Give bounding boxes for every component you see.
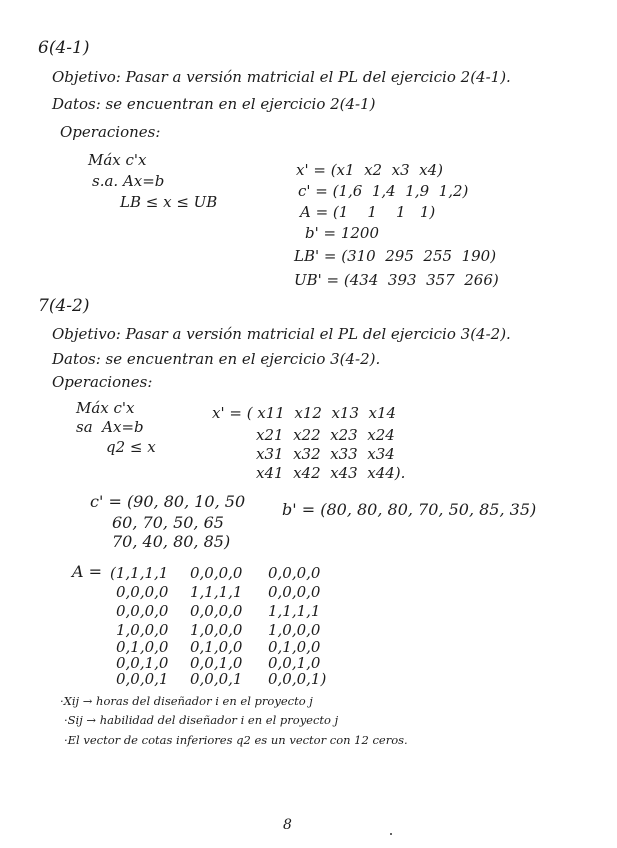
- a-row-5-col-2: 0,1,0,0: [190, 638, 243, 656]
- a-matrix: A = (1 1 1 1): [300, 203, 436, 221]
- a-row-5-col-3: 0,1,0,0: [268, 638, 321, 656]
- stray-mark: [390, 833, 392, 835]
- a-row-3-col-3: 1,1,1,1: [268, 602, 321, 620]
- a-row-3-col-2: 0,0,0,0: [190, 602, 243, 620]
- exercise-heading-7: 7(4-2): [38, 296, 90, 316]
- model-bounds: q2 ≤ x: [106, 438, 156, 456]
- c-vector-row-3: 70, 40, 80, 85): [112, 532, 231, 551]
- note-sij: ·Sij → habilidad del diseñador i en el proyecto j: [64, 713, 339, 727]
- a-row-2-col-2: 1,1,1,1: [190, 583, 243, 601]
- a-row-2-col-3: 0,0,0,0: [268, 583, 321, 601]
- model-constraint: s.a. Ax=b: [92, 172, 165, 190]
- a-row-7-col-2: 0,0,0,1: [190, 670, 243, 688]
- a-row-4-col-3: 1,0,0,0: [268, 621, 321, 639]
- c-vector: c' = (1,6 1,4 1,9 1,2): [298, 182, 469, 200]
- a-row-2-col-1: 0,0,0,0: [116, 583, 169, 601]
- model-objective: Máx c'x: [88, 151, 147, 169]
- operations-label: Operaciones:: [60, 123, 161, 141]
- a-row-4-col-1: 1,0,0,0: [116, 621, 169, 639]
- a-row-7-col-3: 0,0,0,1): [268, 670, 327, 688]
- a-row-6-col-2: 0,0,1,0: [190, 654, 243, 672]
- a-row-1-col-3: 0,0,0,0: [268, 564, 321, 582]
- note-xij: ·Xij → horas del diseñador i en el proyecto j: [60, 694, 313, 708]
- a-row-5-col-1: 0,1,0,0: [116, 638, 169, 656]
- model-objective: Máx c'x: [76, 399, 135, 417]
- x-vector-row-1: x' = ( x11 x12 x13 x14: [212, 404, 397, 422]
- a-row-1-col-2: 0,0,0,0: [190, 564, 243, 582]
- data-line: Datos: se encuentran en el ejercicio 3(4-2).: [52, 350, 381, 368]
- a-row-3-col-1: 0,0,0,0: [116, 602, 169, 620]
- a-row-6-col-3: 0,0,1,0: [268, 654, 321, 672]
- data-line: Datos: se encuentran en el ejercicio 2(4-1): [52, 95, 376, 113]
- x-vector-row-3: x31 x32 x33 x34: [256, 445, 395, 463]
- objective-line: Objetivo: Pasar a versión matricial el PL del ejercicio 2(4-1).: [52, 68, 511, 86]
- note-lower-bounds: ·El vector de cotas inferiores q2 es un vector con 12 ceros.: [64, 733, 408, 747]
- b-vector: b' = 1200: [305, 224, 380, 242]
- model-constraint: sa Ax=b: [76, 418, 144, 436]
- model-bounds: LB ≤ x ≤ UB: [120, 193, 218, 211]
- lb-vector: LB' = (310 295 255 190): [294, 247, 497, 265]
- x-vector-row-4: x41 x42 x43 x44).: [256, 464, 406, 482]
- objective-line: Objetivo: Pasar a versión matricial el PL del ejercicio 3(4-2).: [52, 325, 511, 343]
- a-matrix-label: A =: [72, 562, 103, 581]
- a-row-4-col-2: 1,0,0,0: [190, 621, 243, 639]
- x-vector-row-2: x21 x22 x23 x24: [256, 426, 395, 444]
- exercise-heading-6: 6(4-1): [38, 38, 90, 58]
- page-number: 8: [283, 817, 292, 833]
- c-vector-row-2: 60, 70, 50, 65: [112, 513, 224, 532]
- a-row-6-col-1: 0,0,1,0: [116, 654, 169, 672]
- ub-vector: UB' = (434 393 357 266): [294, 271, 499, 289]
- operations-label: Operaciones:: [52, 373, 153, 391]
- c-vector-row-1: c' = (90, 80, 10, 50: [90, 492, 246, 511]
- b-vector: b' = (80, 80, 80, 70, 50, 85, 35): [282, 500, 537, 519]
- a-row-7-col-1: 0,0,0,1: [116, 670, 169, 688]
- a-row-1-col-1: (1,1,1,1: [110, 564, 169, 582]
- x-vector: x' = (x1 x2 x3 x4): [296, 161, 444, 179]
